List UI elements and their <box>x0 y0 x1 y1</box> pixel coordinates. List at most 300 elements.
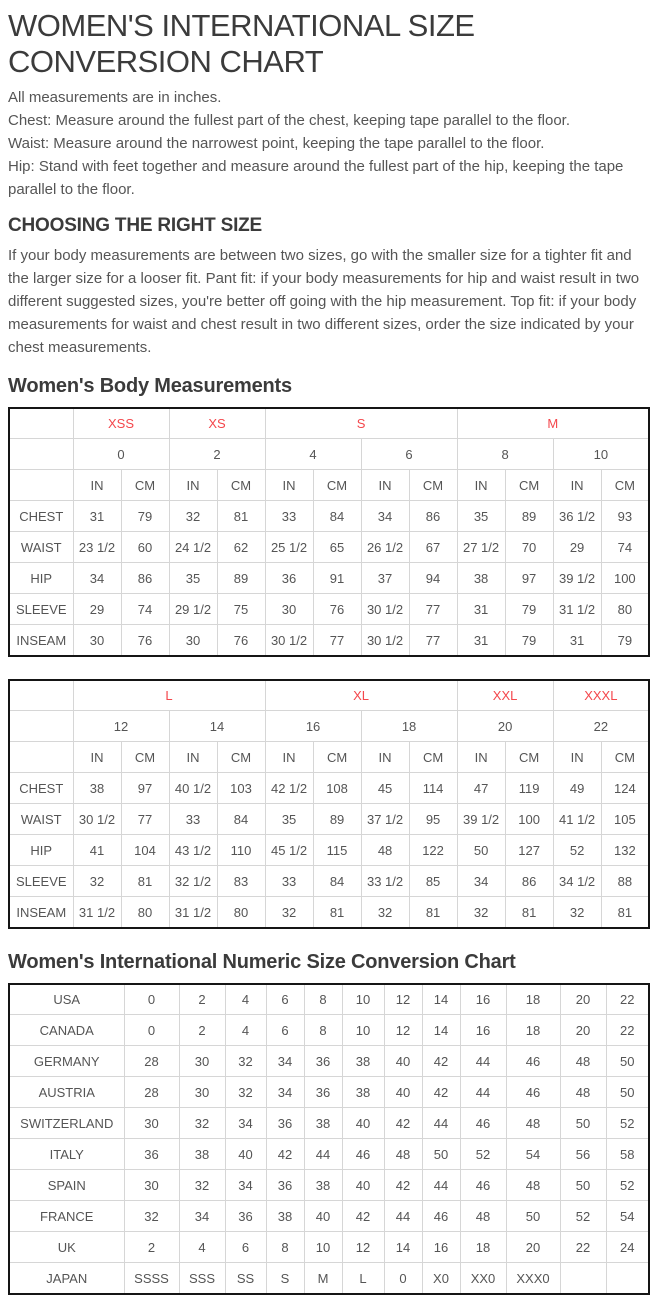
table-cell: 31 <box>457 625 505 656</box>
table-cell: 58 <box>606 1139 649 1170</box>
table-cell: 41 <box>73 835 121 866</box>
table-cell: 16 <box>460 984 506 1015</box>
table-cell: 79 <box>505 594 553 625</box>
unit-label: CM <box>121 470 169 501</box>
unit-row <box>9 742 649 773</box>
table-cell: 32 <box>361 897 409 928</box>
table-row <box>9 1015 649 1046</box>
table-cell: 83 <box>217 866 265 897</box>
table-cell: 47 <box>457 773 505 804</box>
table-cell: 31 <box>73 501 121 532</box>
table-cell: 80 <box>217 897 265 928</box>
table-cell: L <box>342 1263 384 1294</box>
numeric-size-label: 16 <box>265 711 361 742</box>
table-row <box>9 563 649 594</box>
table-cell: 25 1/2 <box>265 532 313 563</box>
table-row <box>9 866 649 897</box>
unit-label: IN <box>457 742 505 773</box>
table-cell: X0 <box>422 1263 460 1294</box>
table-cell: 14 <box>422 1015 460 1046</box>
table-cell: 12 <box>384 1015 422 1046</box>
table-cell: 48 <box>361 835 409 866</box>
table-cell: 4 <box>225 1015 266 1046</box>
table-cell: 38 <box>266 1201 304 1232</box>
table-cell: 30 <box>179 1077 225 1108</box>
table-cell: 43 1/2 <box>169 835 217 866</box>
table-cell: 32 <box>169 501 217 532</box>
table-cell: 42 <box>266 1139 304 1170</box>
unit-label: IN <box>361 742 409 773</box>
table-cell: 20 <box>506 1232 560 1263</box>
table-row <box>9 1263 649 1294</box>
corner-cell <box>9 470 73 501</box>
unit-label: CM <box>121 742 169 773</box>
table-cell: 54 <box>506 1139 560 1170</box>
table-cell: 22 <box>560 1232 606 1263</box>
row-label: INSEAM <box>9 625 73 656</box>
table-cell: 44 <box>422 1108 460 1139</box>
table-cell: 24 1/2 <box>169 532 217 563</box>
table-cell: 42 1/2 <box>265 773 313 804</box>
table-cell: 67 <box>409 532 457 563</box>
table-cell: 40 <box>342 1108 384 1139</box>
unit-label: CM <box>409 742 457 773</box>
row-label: GERMANY <box>9 1046 124 1077</box>
table-cell: 42 <box>384 1170 422 1201</box>
unit-label: CM <box>505 470 553 501</box>
table-cell: 18 <box>460 1232 506 1263</box>
table-cell: 24 <box>606 1232 649 1263</box>
table-cell: 2 <box>179 984 225 1015</box>
table-cell: 81 <box>505 897 553 928</box>
table-cell: 35 <box>169 563 217 594</box>
size-group-label: XSS <box>73 408 169 439</box>
table-cell: 34 1/2 <box>553 866 601 897</box>
unit-label: CM <box>601 470 649 501</box>
numeric-size-label: 6 <box>361 439 457 470</box>
table-cell: 30 1/2 <box>361 594 409 625</box>
table-cell: 42 <box>422 1077 460 1108</box>
table-cell: 6 <box>266 1015 304 1046</box>
table-cell: 75 <box>217 594 265 625</box>
table-cell: 119 <box>505 773 553 804</box>
numeric-size-label: 0 <box>73 439 169 470</box>
table-cell: 114 <box>409 773 457 804</box>
table-cell: 30 <box>124 1170 179 1201</box>
row-label: SWITZERLAND <box>9 1108 124 1139</box>
table-cell: 16 <box>422 1232 460 1263</box>
row-label: INSEAM <box>9 897 73 928</box>
body-measurements-table-2 <box>8 679 650 929</box>
table-cell: 31 1/2 <box>169 897 217 928</box>
table-row <box>9 1201 649 1232</box>
table-cell: 2 <box>179 1015 225 1046</box>
table-cell: 10 <box>304 1232 342 1263</box>
table-cell: 30 <box>124 1108 179 1139</box>
table-cell: 97 <box>505 563 553 594</box>
intro-block <box>8 86 648 201</box>
table-cell: 12 <box>384 984 422 1015</box>
row-label: WAIST <box>9 532 73 563</box>
table-cell: 28 <box>124 1046 179 1077</box>
table-cell: 32 <box>179 1108 225 1139</box>
unit-label: CM <box>505 742 553 773</box>
table-cell: 34 <box>457 866 505 897</box>
table-cell: 38 <box>304 1108 342 1139</box>
table-cell: 77 <box>409 594 457 625</box>
table-cell: 50 <box>606 1046 649 1077</box>
table-cell: 97 <box>121 773 169 804</box>
unit-label: IN <box>457 470 505 501</box>
table-cell: 65 <box>313 532 361 563</box>
table-cell: 29 <box>73 594 121 625</box>
table-row <box>9 984 649 1015</box>
table-cell: 86 <box>505 866 553 897</box>
table-cell: 38 <box>179 1139 225 1170</box>
table-cell: 34 <box>73 563 121 594</box>
row-label: SLEEVE <box>9 866 73 897</box>
table-cell: 31 <box>457 594 505 625</box>
size-group-label: M <box>457 408 649 439</box>
table-cell: 4 <box>179 1232 225 1263</box>
table-cell: 32 <box>124 1201 179 1232</box>
table-cell: 46 <box>506 1077 560 1108</box>
table-cell: 79 <box>601 625 649 656</box>
table-cell: 8 <box>304 1015 342 1046</box>
table-cell: 40 <box>225 1139 266 1170</box>
table-cell: 12 <box>342 1232 384 1263</box>
table-cell: XX0 <box>460 1263 506 1294</box>
table-cell: 81 <box>217 501 265 532</box>
table-cell: 41 1/2 <box>553 804 601 835</box>
table-row <box>9 594 649 625</box>
table-cell: 54 <box>606 1201 649 1232</box>
table-cell: 6 <box>266 984 304 1015</box>
row-label: SPAIN <box>9 1170 124 1201</box>
table-cell: 36 <box>266 1108 304 1139</box>
numeric-conversion-table <box>8 983 650 1295</box>
numeric-size-label: 2 <box>169 439 265 470</box>
table-cell: 124 <box>601 773 649 804</box>
table-cell: 32 1/2 <box>169 866 217 897</box>
size-group-label: L <box>73 680 265 711</box>
numeric-size-row <box>9 439 649 470</box>
table-cell: 0 <box>124 984 179 1015</box>
table-cell: 42 <box>384 1108 422 1139</box>
table-cell: 36 <box>304 1046 342 1077</box>
table-cell: SSSS <box>124 1263 179 1294</box>
table-cell: 0 <box>124 1015 179 1046</box>
numeric-size-label: 18 <box>361 711 457 742</box>
table-cell: 76 <box>313 594 361 625</box>
table-cell: 39 1/2 <box>553 563 601 594</box>
table-cell: 40 1/2 <box>169 773 217 804</box>
table-cell: 4 <box>225 984 266 1015</box>
table-cell: 31 1/2 <box>73 897 121 928</box>
unit-label: CM <box>217 470 265 501</box>
table-cell: 84 <box>217 804 265 835</box>
unit-label: CM <box>601 742 649 773</box>
unit-label: IN <box>73 742 121 773</box>
table-cell: 38 <box>73 773 121 804</box>
table-row <box>9 1139 649 1170</box>
unit-row <box>9 470 649 501</box>
row-label: UK <box>9 1232 124 1263</box>
page-title: WOMEN'S INTERNATIONAL SIZE CONVERSION CHART <box>8 8 475 79</box>
table-cell: 33 <box>265 501 313 532</box>
table-cell: 14 <box>384 1232 422 1263</box>
table-cell: 34 <box>266 1077 304 1108</box>
numeric-size-label: 22 <box>553 711 649 742</box>
table-cell: 32 <box>553 897 601 928</box>
table-cell: 77 <box>121 804 169 835</box>
table-cell: 48 <box>384 1139 422 1170</box>
table-cell: 91 <box>313 563 361 594</box>
table-cell: 38 <box>304 1170 342 1201</box>
table-cell: 44 <box>422 1170 460 1201</box>
row-label: HIP <box>9 563 73 594</box>
table-cell: 40 <box>304 1201 342 1232</box>
table-cell: 18 <box>506 1015 560 1046</box>
size-group-label: XS <box>169 408 265 439</box>
table-cell: 35 <box>265 804 313 835</box>
row-label: SLEEVE <box>9 594 73 625</box>
table-row <box>9 625 649 656</box>
numeric-size-label: 4 <box>265 439 361 470</box>
table-cell: 39 1/2 <box>457 804 505 835</box>
row-label: CHEST <box>9 501 73 532</box>
table-cell: 76 <box>121 625 169 656</box>
table-cell: 30 1/2 <box>265 625 313 656</box>
table-cell: 81 <box>313 897 361 928</box>
size-group-row <box>9 408 649 439</box>
unit-label: IN <box>553 470 601 501</box>
table-row <box>9 773 649 804</box>
table-cell: 38 <box>342 1077 384 1108</box>
table-cell: 46 <box>460 1108 506 1139</box>
table-cell: 22 <box>606 984 649 1015</box>
corner-cell <box>9 408 73 439</box>
table-cell: 32 <box>179 1170 225 1201</box>
unit-label: CM <box>313 470 361 501</box>
row-label: AUSTRIA <box>9 1077 124 1108</box>
table-cell: 14 <box>422 984 460 1015</box>
table-cell: 40 <box>384 1077 422 1108</box>
table-cell: 52 <box>560 1201 606 1232</box>
table-cell: 52 <box>460 1139 506 1170</box>
table-cell: 20 <box>560 984 606 1015</box>
table-cell: 84 <box>313 501 361 532</box>
table-cell: 80 <box>601 594 649 625</box>
table-cell: 44 <box>304 1139 342 1170</box>
choosing-heading: CHOOSING THE RIGHT SIZE <box>8 214 263 236</box>
table-cell: 23 1/2 <box>73 532 121 563</box>
table-cell: 81 <box>409 897 457 928</box>
table-cell: 22 <box>606 1015 649 1046</box>
table-cell: 10 <box>342 1015 384 1046</box>
table-cell: 52 <box>606 1170 649 1201</box>
table-cell: 84 <box>313 866 361 897</box>
table-cell: 30 <box>169 625 217 656</box>
table-cell: 34 <box>179 1201 225 1232</box>
table-cell: 108 <box>313 773 361 804</box>
table-cell: 37 1/2 <box>361 804 409 835</box>
numeric-size-label: 20 <box>457 711 553 742</box>
table-cell: 36 <box>304 1077 342 1108</box>
table-cell: 103 <box>217 773 265 804</box>
table-cell: 36 1/2 <box>553 501 601 532</box>
table-cell: 122 <box>409 835 457 866</box>
table-cell: 100 <box>601 563 649 594</box>
table-cell: 50 <box>560 1108 606 1139</box>
table-cell: 29 <box>553 532 601 563</box>
row-label: ITALY <box>9 1139 124 1170</box>
table-cell: 26 1/2 <box>361 532 409 563</box>
table-cell: 94 <box>409 563 457 594</box>
table-cell: 50 <box>422 1139 460 1170</box>
table-row <box>9 1046 649 1077</box>
table-cell: 2 <box>124 1232 179 1263</box>
table-cell: 38 <box>342 1046 384 1077</box>
table-cell: 50 <box>506 1201 560 1232</box>
table-cell: 48 <box>560 1046 606 1077</box>
table-cell: 49 <box>553 773 601 804</box>
table-cell: M <box>304 1263 342 1294</box>
table-cell: 31 <box>553 625 601 656</box>
row-label: USA <box>9 984 124 1015</box>
table-row <box>9 804 649 835</box>
table-row <box>9 1108 649 1139</box>
table-cell: 42 <box>422 1046 460 1077</box>
table-cell: 31 1/2 <box>553 594 601 625</box>
table-cell: 50 <box>457 835 505 866</box>
table-cell: 79 <box>505 625 553 656</box>
table-cell: 115 <box>313 835 361 866</box>
table-cell: 32 <box>225 1046 266 1077</box>
table-cell: 85 <box>409 866 457 897</box>
table-cell: 32 <box>225 1077 266 1108</box>
table-cell: 36 <box>266 1170 304 1201</box>
row-label: FRANCE <box>9 1201 124 1232</box>
numeric-size-label: 12 <box>73 711 169 742</box>
numeric-size-label: 8 <box>457 439 553 470</box>
table-cell: 32 <box>265 897 313 928</box>
intro-line: Chest: Measure around the fullest part of the chest, keeping tape parallel to the floor. <box>8 111 571 129</box>
table-cell: 16 <box>460 1015 506 1046</box>
unit-label: IN <box>73 470 121 501</box>
table-cell: 30 1/2 <box>361 625 409 656</box>
unit-label: IN <box>361 470 409 501</box>
table-cell: 77 <box>409 625 457 656</box>
unit-label: CM <box>313 742 361 773</box>
table-cell: 40 <box>342 1170 384 1201</box>
table-cell: 81 <box>121 866 169 897</box>
size-group-label: XL <box>265 680 457 711</box>
table-cell: 38 <box>457 563 505 594</box>
table-cell: 45 <box>361 773 409 804</box>
table-cell: 93 <box>601 501 649 532</box>
table-row <box>9 835 649 866</box>
table-cell: 42 <box>342 1201 384 1232</box>
table-cell: 20 <box>560 1015 606 1046</box>
row-label: CHEST <box>9 773 73 804</box>
table-cell: 29 1/2 <box>169 594 217 625</box>
intro-line: All measurements are in inches. <box>8 88 222 106</box>
unit-label: IN <box>265 470 313 501</box>
size-group-label: XXL <box>457 680 553 711</box>
table-cell: 30 <box>265 594 313 625</box>
row-label: CANADA <box>9 1015 124 1046</box>
table-cell: 34 <box>361 501 409 532</box>
table-cell: 52 <box>606 1108 649 1139</box>
table-cell: 36 <box>225 1201 266 1232</box>
table-cell: 46 <box>422 1201 460 1232</box>
row-label: JAPAN <box>9 1263 124 1294</box>
table-cell: 34 <box>266 1046 304 1077</box>
table-cell: 86 <box>409 501 457 532</box>
table-cell: 33 <box>169 804 217 835</box>
choosing-body: If your body measurements are between two sizes, go with the smaller size for a tighter fit and the larger size for a looser fit. Pant fit: if your body measurements for hip and waist result in two different suggested sizes, you're better off going with the hip measurement. Top fit: if your body measurements for waist and chest result in two different sizes, order the size indicated by your chest measurements. <box>8 246 640 356</box>
table-cell: 89 <box>313 804 361 835</box>
row-label: WAIST <box>9 804 73 835</box>
table-cell: 110 <box>217 835 265 866</box>
table-cell: 35 <box>457 501 505 532</box>
body-measurements-heading: Women's Body Measurements <box>8 374 292 397</box>
table-cell: 62 <box>217 532 265 563</box>
table-cell: 40 <box>384 1046 422 1077</box>
table-row <box>9 897 649 928</box>
table-cell: 74 <box>121 594 169 625</box>
table-cell: 50 <box>560 1170 606 1201</box>
table-row <box>9 1170 649 1201</box>
size-group-row <box>9 680 649 711</box>
unit-label: IN <box>265 742 313 773</box>
table-cell: 89 <box>505 501 553 532</box>
table-cell: 48 <box>460 1201 506 1232</box>
table-cell: 33 <box>265 866 313 897</box>
table-cell: 52 <box>553 835 601 866</box>
numeric-conversion-heading: Women's International Numeric Size Conversion Chart <box>8 950 516 973</box>
table-cell: 60 <box>121 532 169 563</box>
table-row <box>9 501 649 532</box>
table-cell: XXX0 <box>506 1263 560 1294</box>
table-cell: 77 <box>313 625 361 656</box>
table-cell: 50 <box>606 1077 649 1108</box>
table-cell: 88 <box>601 866 649 897</box>
table-cell: S <box>266 1263 304 1294</box>
corner-cell <box>9 742 73 773</box>
table-cell: 45 1/2 <box>265 835 313 866</box>
table-cell: 79 <box>121 501 169 532</box>
table-cell: SS <box>225 1263 266 1294</box>
table-cell: 30 1/2 <box>73 804 121 835</box>
table-cell: 18 <box>506 984 560 1015</box>
unit-label: CM <box>409 470 457 501</box>
intro-line: Waist: Measure around the narrowest point, keeping the tape parallel to the floor. <box>8 134 545 152</box>
table-cell: 46 <box>460 1170 506 1201</box>
table-cell: 36 <box>265 563 313 594</box>
table-cell: 89 <box>217 563 265 594</box>
numeric-size-label: 14 <box>169 711 265 742</box>
table-cell: 44 <box>460 1046 506 1077</box>
table-cell: 30 <box>73 625 121 656</box>
table-cell: 46 <box>342 1139 384 1170</box>
unit-label: IN <box>169 470 217 501</box>
unit-label: CM <box>217 742 265 773</box>
table-cell: 30 <box>179 1046 225 1077</box>
corner-cell <box>9 711 73 742</box>
unit-label: IN <box>553 742 601 773</box>
